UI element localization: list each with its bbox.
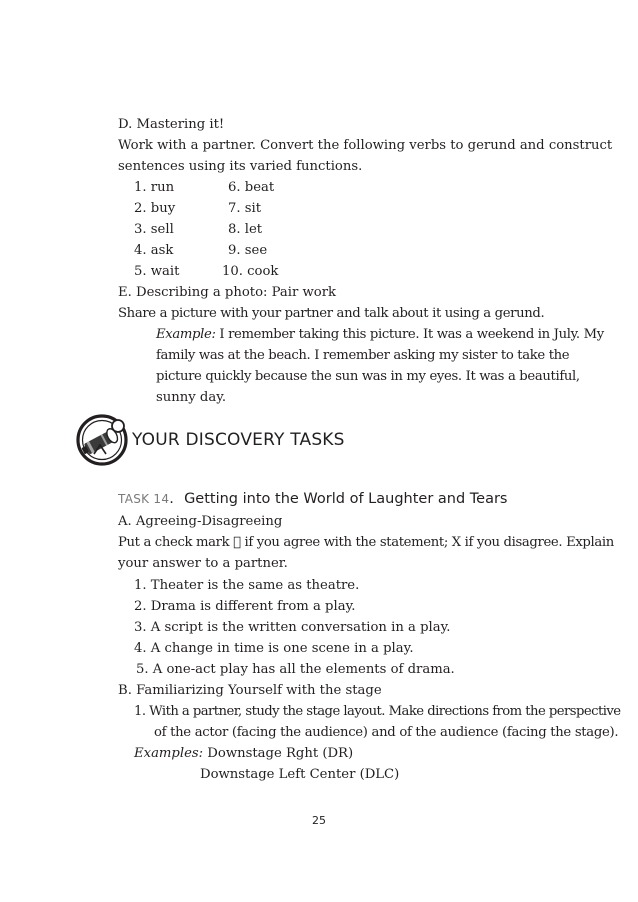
example-line: Downstage Left Center (DLC) [200,767,400,782]
verb-item: 3. sell [134,222,174,237]
section-a-instruction-2: your answer to a partner. [118,556,288,571]
verb-item: 2. buy [134,201,176,216]
telescope-icon [76,414,132,466]
verb-item: 10. cook [222,264,279,279]
verb-item: 1. run [134,180,175,195]
section-b-item-1: 1. With a partner, study the stage layout. Make directions from the perspective [134,704,621,719]
examples-line: Examples: Downstage Rght (DR) [134,746,354,761]
example-paragraph-line: Example: I remember taking this picture. It was a weekend in July. My [156,327,604,342]
examples-label: Examples: [134,746,204,761]
example-paragraph-line: picture quickly because the sun was in my eyes. It was a beautiful, [156,369,580,384]
section-e-title: E. Describing a photo: Pair work [118,285,337,300]
section-a-instruction-1: Put a check mark   if you agree with the statement; X if you disagree. Explain [118,535,614,550]
verb-item: 6. beat [228,180,275,195]
example-label: Example: [156,327,216,342]
statement-item: 2. Drama is different from a play. [134,599,356,614]
verb-item: 4. ask [134,243,174,258]
statement-item: 4. A change in time is one scene in a play. [134,641,414,656]
task-title: Getting into the World of Laughter and Tears [184,491,508,507]
section-d-instruction-1: Work with a partner. Convert the following verbs to gerund and construct [118,138,613,153]
verb-item: 5. wait [134,264,180,279]
section-e-instruction: Share a picture with your partner and talk about it using a gerund. [118,306,545,321]
statement-item: 1. Theater is the same as theatre. [134,578,360,593]
task-label: TASK 14 [118,492,170,506]
section-b-item-1-continued: of the actor (facing the audience) and of the audience (facing the stage). [154,725,619,740]
page-number: 25 [312,814,326,827]
example-paragraph-line: family was at the beach. I remember asking my sister to take the [156,348,570,363]
example-paragraph-line: sunny day. [156,390,227,405]
section-a-title: A. Agreeing-Disagreeing [118,514,283,529]
banner-title: YOUR DISCOVERY TASKS [132,430,345,450]
section-d-title: D. Mastering it! [118,117,225,132]
discovery-tasks-banner [76,414,476,466]
statement-item: 3. A script is the written conversation in a play. [134,620,451,635]
task-heading: TASK 14. Getting into the World of Laughter and Tears [118,491,508,507]
verb-item: 8. let [228,222,263,237]
section-d-instruction-2: sentences using its varied functions. [118,159,363,174]
verb-item: 9. see [228,243,268,258]
section-b-title: B. Familiarizing Yourself with the stage [118,683,382,698]
statement-item: 5. A one-act play has all the elements of drama. [136,662,455,677]
verb-item: 7. sit [228,201,262,216]
